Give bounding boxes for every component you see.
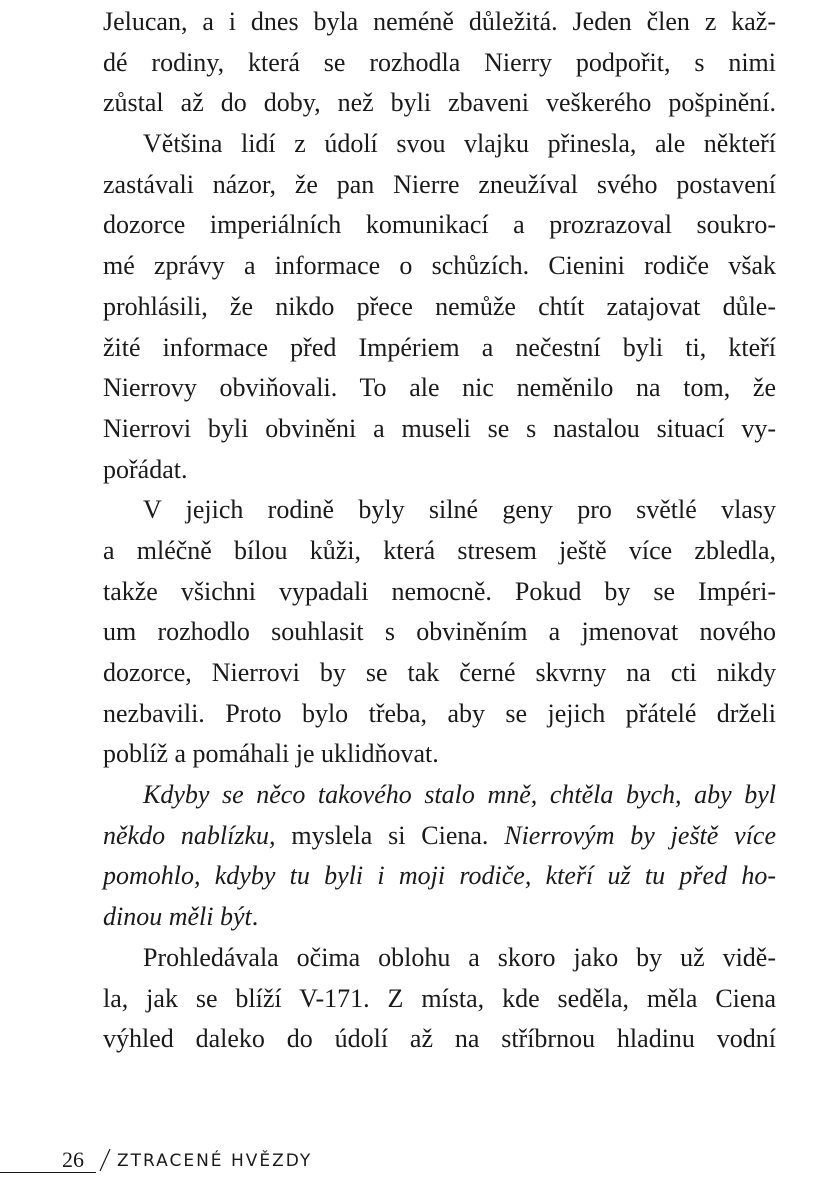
text-line: Kdyby se něco takového stalo mně, chtěla bych, aby byl	[143, 780, 776, 810]
text-line: žité informace před Impériem a nečestní byli ti, kteří	[103, 332, 776, 362]
text-line: dé rodiny, která se rozhodla Nierry podpořit, s nimi	[103, 47, 776, 77]
text-line: nezbavili. Proto bylo třeba, aby se jejich přátelé drželi	[103, 698, 776, 728]
text-line: dozorce, Nierrovi by se tak černé skvrny na cti nikdy	[103, 658, 776, 687]
running-title: ZTRACENÉ HVĚZDY	[117, 1151, 313, 1171]
text-line: Většina lidí z údolí svou vlajku přinesla, ale někteří	[143, 129, 776, 159]
text-line: Nierrovi byli obviněni a museli se s nastalou situací vy-	[103, 413, 776, 443]
text-line: prohlásili, že nikdo přece nemůže chtít zatajovat důle-	[103, 291, 776, 321]
text-segment: .	[251, 902, 259, 932]
text-line: Prohledávala očima oblohu a skoro jako by už vidě-	[143, 942, 776, 972]
text-line: mé zprávy a informace o schůzích. Cienini rodiče však	[103, 251, 776, 281]
text-line: takže všichni vypadali nemocně. Pokud by se Impéri-	[103, 576, 776, 606]
text-line: výhled daleko do údolí až na stříbrnou hladinu vodní	[103, 1024, 776, 1054]
text-segment: myslela si Ciena.	[275, 820, 505, 850]
text-line: pořádat.	[103, 454, 188, 484]
text-line: zůstal až do doby, než byli zbaveni veškerého pošpinění.	[103, 88, 776, 118]
text-segment: Nierrovým by ještě více	[504, 820, 777, 850]
text-line: um rozhodlo souhlasit s obviněním a jmenovat nového	[103, 617, 776, 647]
text-segment: dinou měli být	[103, 902, 252, 932]
text-line: pomohlo, kdyby tu byli i moji rodiče, kteří už tu před ho-	[103, 861, 776, 891]
text-line: V jejich rodině byly silné geny pro světlé vlasy	[143, 495, 776, 525]
text-line: dozorce imperiálních komunikací a prozrazoval soukro-	[103, 210, 776, 240]
page-footer	[0, 1146, 400, 1176]
text-line: Jelucan, a i dnes byla neméně důležitá. Jeden člen z kaž-	[103, 7, 776, 36]
text-line: a mléčně bílou kůži, která stresem ještě více zbledla,	[103, 535, 776, 565]
text-line: zastávali názor, že pan Nierre zneužíval svého postavení	[103, 169, 776, 199]
text-line	[103, 816, 776, 857]
text-line: la, jak se blíží V-171. Z místa, kde seděla, měla Ciena	[103, 983, 776, 1013]
body-text	[103, 2, 776, 1060]
text-line: Nierrovy obviňovali. To ale nic neměnilo na tom, že	[103, 373, 776, 403]
page-number: 26	[62, 1147, 84, 1172]
text-line	[103, 897, 776, 938]
text-line: poblíž a pomáhali je uklidňovat.	[103, 739, 439, 769]
slash-divider-icon	[98, 1148, 112, 1172]
text-segment: někdo nablízku,	[103, 820, 276, 850]
